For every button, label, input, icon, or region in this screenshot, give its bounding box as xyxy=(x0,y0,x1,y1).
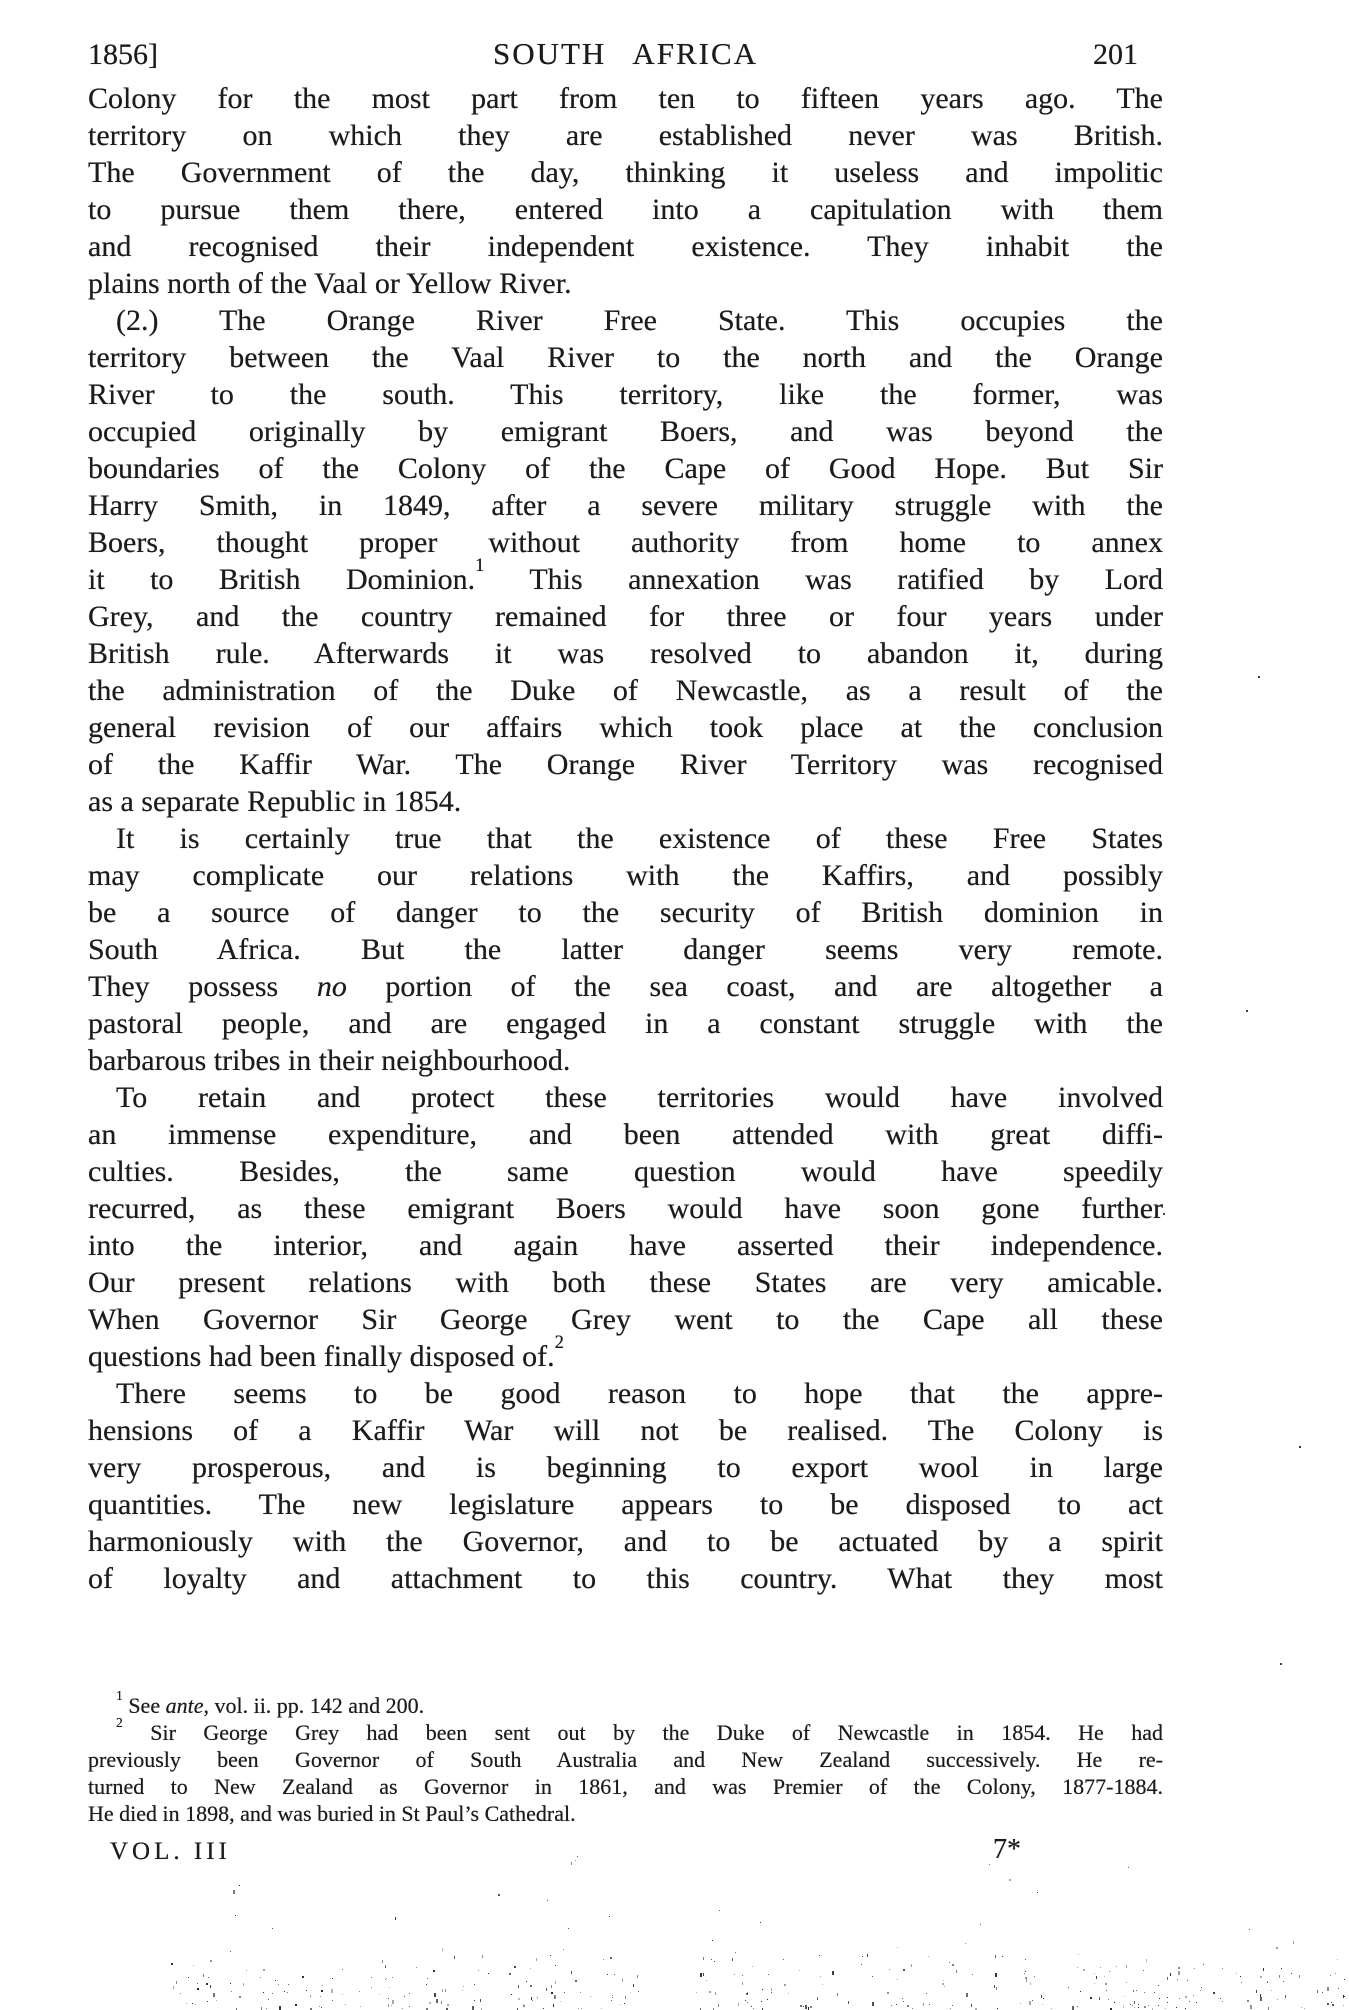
text-segment: culties. Besides, the same question would have speedily xyxy=(88,1155,1163,1188)
volume-label: VOL. III xyxy=(110,1838,231,1865)
text-line xyxy=(88,376,1163,413)
text-segment: This annexation was ratified by Lord xyxy=(484,563,1163,596)
text-line xyxy=(88,1449,1163,1486)
text-segment: River to the south. This territory, like the former, was xyxy=(88,378,1163,411)
text-line xyxy=(88,450,1163,487)
text-line xyxy=(88,1079,1163,1116)
text-line xyxy=(88,487,1163,524)
text-segment: They possess xyxy=(88,970,317,1003)
text-line xyxy=(88,1153,1163,1190)
text-line xyxy=(88,1227,1163,1264)
text-line xyxy=(88,524,1163,561)
text-line xyxy=(88,554,1163,598)
text-line xyxy=(88,968,1163,1005)
text-line xyxy=(88,1116,1163,1153)
text-segment: into the interior, and again have asserted their independence. xyxy=(88,1229,1163,1262)
paragraph xyxy=(88,1714,1163,1827)
text-segment: pastoral people, and are engaged in a constant struggle with the xyxy=(88,1007,1163,1040)
footnote-reference: 2 xyxy=(116,1714,123,1730)
paragraph xyxy=(88,80,1163,302)
footnote-reference: 1 xyxy=(475,554,485,576)
text-segment: Grey, and the country remained for three or four years under xyxy=(88,600,1163,633)
text-segment: quantities. The new legislature appears to be disposed to act xyxy=(88,1488,1163,1521)
page-footer xyxy=(88,1834,1163,1874)
text-segment: The Government of the day, thinking it useless and impolitic xyxy=(88,156,1163,189)
footnote-reference: 2 xyxy=(554,1331,564,1353)
text-line xyxy=(88,1301,1163,1338)
paragraph xyxy=(88,1375,1163,1597)
text-line xyxy=(88,820,1163,857)
date-marker: 1856] xyxy=(88,38,158,71)
text-line xyxy=(88,154,1163,191)
text-segment: hensions of a Kaffir War will not be realised. The Colony is xyxy=(88,1414,1163,1447)
text-line xyxy=(88,857,1163,894)
text-segment: British rule. Afterwards it was resolved to abandon it, during xyxy=(88,637,1163,670)
text-line xyxy=(88,894,1163,931)
italic-text: ante xyxy=(165,1693,204,1718)
text-segment: of the Kaffir War. The Orange River Territory was recognised xyxy=(88,748,1163,781)
text-line xyxy=(88,228,1163,265)
text-line xyxy=(88,191,1163,228)
text-line xyxy=(88,339,1163,376)
text-segment: of loyalty and attachment to this country. What they most xyxy=(88,1562,1163,1595)
text-segment: occupied originally by emigrant Boers, and was beyond the xyxy=(88,415,1163,448)
text-segment: previously been Governor of South Australia and New Zealand successively. He re- xyxy=(88,1747,1163,1772)
text-segment: Sir George Grey had been sent out by the Duke of Newcastle in 1854. He had xyxy=(122,1720,1163,1745)
text-segment: barbarous tribes in their neighbourhood. xyxy=(88,1044,571,1077)
paragraph xyxy=(88,1079,1163,1375)
text-segment: South Africa. But the latter danger seems very remote. xyxy=(88,933,1163,966)
text-line xyxy=(88,1005,1163,1042)
text-line xyxy=(88,1773,1163,1800)
text-segment: harmoniously with the Governor, and to be actuated by a spirit xyxy=(88,1525,1163,1558)
text-segment: and recognised their independent existence. They inhabit the xyxy=(88,230,1163,263)
footnotes xyxy=(88,1687,1163,1827)
body-text xyxy=(88,80,1163,1597)
text-line xyxy=(88,413,1163,450)
paragraph xyxy=(88,302,1163,820)
text-segment: be a source of danger to the security of British dominion in xyxy=(88,896,1163,929)
text-line xyxy=(88,1042,1163,1079)
text-segment: Colony for the most part from ten to fifteen years ago. The xyxy=(88,82,1163,115)
page-header xyxy=(88,36,1163,80)
text-line xyxy=(88,672,1163,709)
text-line xyxy=(88,709,1163,746)
text-line xyxy=(88,1560,1163,1597)
text-segment: Our present relations with both these States are very amicable. xyxy=(88,1266,1163,1299)
text-segment: See xyxy=(122,1693,166,1718)
text-segment: It is certainly true that the existence of these Free States xyxy=(116,822,1163,855)
page-number: 201 xyxy=(1093,38,1138,71)
text-segment: Boers, thought proper without authority from home to annex xyxy=(88,526,1163,559)
text-segment: very prosperous, and is beginning to export wool in large xyxy=(88,1451,1163,1484)
text-line xyxy=(88,746,1163,783)
text-segment: boundaries of the Colony of the Cape of Good Hope. But Sir xyxy=(88,452,1163,485)
text-line xyxy=(88,931,1163,968)
running-title: SOUTH AFRICA xyxy=(492,36,759,71)
text-line xyxy=(88,1190,1163,1227)
paragraph xyxy=(88,820,1163,1079)
text-line xyxy=(88,1264,1163,1301)
text-line xyxy=(88,265,1163,302)
text-segment: portion of the sea coast, and are altogether a xyxy=(346,970,1163,1003)
text-line xyxy=(88,1800,1163,1827)
text-segment: questions had been finally disposed of. xyxy=(88,1340,555,1373)
text-line xyxy=(88,1687,1163,1719)
text-segment: it to British Dominion. xyxy=(88,563,476,596)
text-line xyxy=(88,783,1163,820)
text-segment: general revision of our affairs which took place at the conclusion xyxy=(88,711,1163,744)
text-segment: To retain and protect these territories would have involved xyxy=(116,1081,1163,1114)
text-segment: turned to New Zealand as Governor in 1861, and was Premier of the Colony, 1877-1884. xyxy=(88,1774,1163,1799)
text-segment: Harry Smith, in 1849, after a severe military struggle with the xyxy=(88,489,1163,522)
paragraph xyxy=(88,1687,1163,1719)
text-segment: territory between the Vaal River to the north and the Orange xyxy=(88,341,1163,374)
text-segment: When Governor Sir George Grey went to the Cape all these xyxy=(88,1303,1163,1336)
text-segment: , vol. ii. pp. 142 and 200. xyxy=(203,1693,425,1718)
text-line xyxy=(88,1523,1163,1560)
text-line xyxy=(88,598,1163,635)
text-line xyxy=(88,635,1163,672)
text-segment: may complicate our relations with the Kaffirs, and possibly xyxy=(88,859,1163,892)
text-segment: an immense expenditure, and been attended with great diffi- xyxy=(88,1118,1163,1151)
text-line xyxy=(88,1375,1163,1412)
text-line xyxy=(88,1714,1163,1746)
footnote-reference: 1 xyxy=(116,1687,123,1703)
text-segment: He died in 1898, and was buried in St Paul’s Cathedral. xyxy=(88,1801,576,1826)
text-line xyxy=(88,1331,1163,1375)
text-segment: plains north of the Vaal or Yellow River. xyxy=(88,267,572,300)
text-segment: recurred, as these emigrant Boers would have soon gone further xyxy=(88,1192,1163,1225)
text-segment: There seems to be good reason to hope that the appre- xyxy=(116,1377,1163,1410)
text-segment: as a separate Republic in 1854. xyxy=(88,785,462,818)
italic-text: no xyxy=(316,970,347,1003)
text-line xyxy=(88,117,1163,154)
text-segment: territory on which they are established never was British. xyxy=(88,119,1163,152)
signature-mark: 7* xyxy=(993,1834,1021,1865)
text-line xyxy=(88,80,1163,117)
text-segment: to pursue them there, entered into a capitulation with them xyxy=(88,193,1163,226)
text-segment: the administration of the Duke of Newcastle, as a result of the xyxy=(88,674,1163,707)
text-segment: (2.) The Orange River Free State. This occupies the xyxy=(116,304,1163,337)
text-line xyxy=(88,302,1163,339)
scan-speck-marks xyxy=(0,0,2,2)
text-line xyxy=(88,1486,1163,1523)
text-line xyxy=(88,1746,1163,1773)
text-line xyxy=(88,1412,1163,1449)
